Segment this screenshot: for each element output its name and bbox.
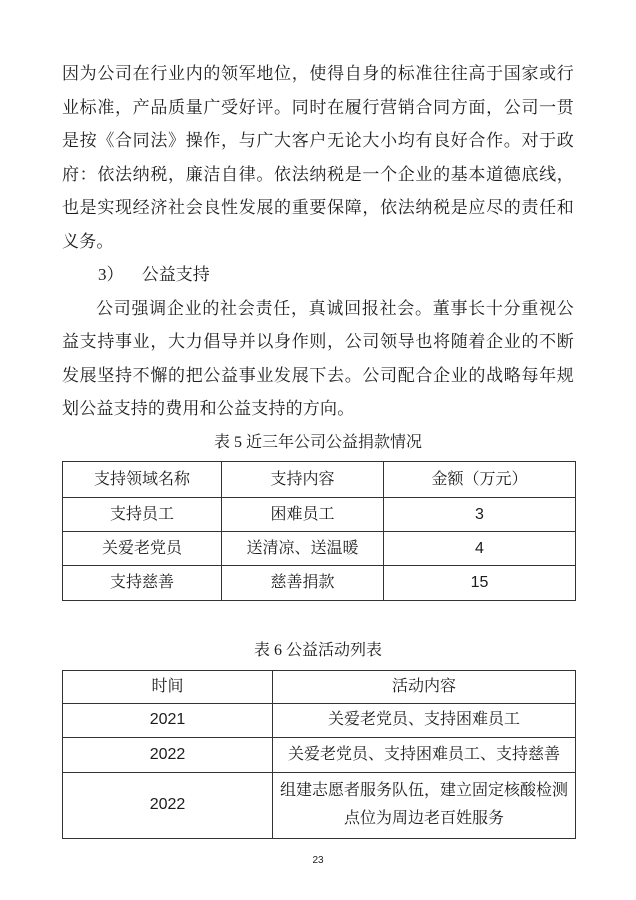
activity-table: [62, 670, 576, 839]
table-header-row: [63, 462, 576, 498]
table-cell: 困难员工: [222, 498, 384, 532]
table-cell: 支持员工: [63, 498, 222, 532]
table-cell-year: 2022: [63, 737, 273, 772]
table6-title: 表 6 公益活动列表: [253, 642, 382, 659]
table-row: [63, 737, 576, 772]
table5-header-amount: 金额（万元）: [384, 462, 576, 498]
table-cell-amount: 4: [384, 532, 576, 566]
table-row: [63, 498, 576, 532]
donation-table: [62, 461, 576, 601]
table-cell: 关爱老党员、支持困难员工、支持慈善: [273, 737, 576, 772]
table-cell: 关爱老党员、支持困难员工: [273, 703, 576, 737]
paragraph-compliance: 因为公司在行业内的领军地位，使得自身的标准往往高于国家或行业标准，产品质量广受好评。同时在履行营销合同方面，公司一贯是按《合同法》操作，与广大客户无论大小均有良好合作。对于政府：依法纳税，廉洁自律。依法纳税是一个企业的基本道德底线，也是实现经济社会良性发展的重要保障，依法纳税是应尽的责任和义务。: [62, 64, 574, 251]
table-cell-year: 2022: [63, 772, 273, 838]
table5-header-field: 支持领域名称: [63, 462, 222, 498]
table6-header-activity: 活动内容: [273, 670, 576, 703]
table-cell: 慈善捐款: [222, 566, 384, 601]
list-heading-label: 公益支持: [141, 265, 210, 284]
table5-title: 表 5 近三年公司公益捐款情况: [213, 433, 422, 451]
table-row: [63, 532, 576, 566]
table-cell: 组建志愿者服务队伍，建立固定核酸检测点位为周边老百姓服务: [273, 772, 576, 838]
list-heading-public-welfare: [62, 258, 574, 292]
table-cell: 送清凉、送温暖: [222, 532, 384, 566]
list-heading-number: 3）: [98, 265, 124, 284]
table-row: [63, 703, 576, 737]
table-header-row: [63, 670, 576, 703]
page-number: 23: [312, 854, 324, 866]
table-cell-year: 2021: [63, 703, 273, 737]
paragraph-welfare-support: 公司强调企业的社会责任，真诚回报社会。董事长十分重视公益支持事业，大力倡导并以身作则，公司领导也将随着企业的不断发展坚持不懈的把公益事业发展下去。公司配合企业的战略每年规划公益支持的费用和公益支持的方向。: [62, 298, 574, 418]
table-cell: 支持慈善: [63, 566, 222, 601]
table-row: [63, 772, 576, 838]
table-cell: 关爱老党员: [63, 532, 222, 566]
table-row: [63, 566, 576, 601]
table6-header-time: 时间: [63, 670, 273, 703]
table5-header-content: 支持内容: [222, 462, 384, 498]
table-cell-amount: 15: [384, 566, 576, 601]
table-cell-amount: 3: [384, 498, 576, 532]
